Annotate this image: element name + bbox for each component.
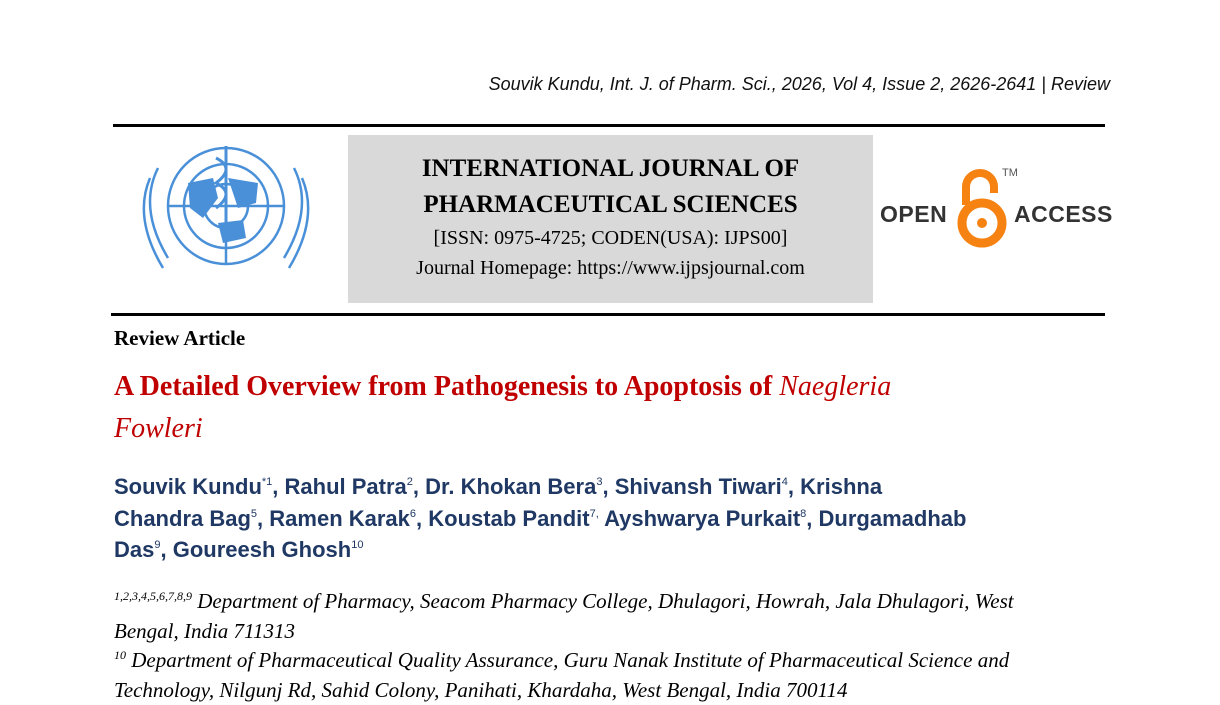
title-italic-species: Fowleri — [114, 413, 203, 444]
title-italic-genus: Naegleria — [779, 371, 892, 402]
who-emblem-logo — [128, 138, 324, 280]
running-header-citation: Souvik Kundu, Int. J. of Pharm. Sci., 2026, Vol 4, Issue 2, 2626-2641 | Review — [488, 74, 1110, 94]
author-sup: 8 — [800, 507, 807, 520]
affiliation-text: Bengal, India 711313 — [114, 618, 296, 643]
author-sup: 7, — [589, 507, 599, 520]
author: Dr. Khokan Bera — [425, 474, 597, 499]
affiliations — [114, 587, 1014, 705]
author: Ayshwarya Purkait — [604, 505, 801, 531]
author-sup: *1 — [261, 476, 273, 488]
author-sup: 2 — [406, 476, 413, 488]
author-part: Durgamadhab — [818, 505, 967, 531]
author: Rahul Patra — [284, 474, 407, 499]
author-part: Chandra Bag — [114, 505, 251, 531]
author-part: Das — [114, 537, 155, 562]
journal-homepage[interactable]: Journal Homepage: https://www.ijpsjournal.com — [416, 257, 805, 279]
journal-name-line2: PHARMACEUTICAL SCIENCES — [423, 191, 798, 218]
journal-issn: [ISSN: 0975-4725; CODEN(USA): IJPS00] — [433, 227, 788, 249]
affiliation-text: Department of Pharmaceutical Quality Assurance, Guru Nanak Institute of Pharmaceutical Science and — [126, 648, 1010, 672]
author-sup: 9 — [154, 539, 161, 551]
affiliation-sup: 10 — [114, 648, 126, 662]
article-type: Review Article — [114, 326, 246, 350]
author: Goureesh Ghosh — [172, 537, 352, 562]
author-sup: 10 — [351, 539, 364, 551]
author: Souvik Kundu — [114, 474, 262, 499]
author: Shivansh Tiwari — [614, 474, 782, 499]
open-access-logo — [880, 165, 1113, 250]
author-sup: 3 — [596, 476, 603, 488]
article-title — [114, 366, 1114, 450]
author-part: Krishna — [800, 474, 883, 499]
header-rule-top — [113, 124, 1105, 127]
author-sup: 5 — [250, 507, 258, 520]
author: Ramen Karak — [269, 505, 410, 531]
affiliation-sup: 1,2,3,4,5,6,7,8,9 — [114, 589, 192, 603]
journal-name-line1: INTERNATIONAL JOURNAL OF — [421, 155, 800, 182]
affiliation-text: Department of Pharmacy, Seacom Pharmacy College, Dhulagori, Howrah, Jala Dhulagori, West — [192, 589, 1014, 613]
author-list: Souvik Kundu$^{*1}$, Rahul Patra$^2$, Dr. Khokan Bera$^3$, Shivansh Tiwari$^4$, Krishna Chandra Bag$^5$, Ramen Karak$^6$, Koustab Pandit$^{7,}$ Ayshwarya Purkait$^8$, Durgamadhab Das$^9$, Goureesh Ghosh$^{10}$ — [114, 474, 967, 562]
journal-masthead — [348, 135, 873, 303]
affiliation-text: Technology, Nilgunj Rd, Sahid Colony, Panihati, Khardaha, West Bengal, India 700114 — [114, 677, 848, 702]
title-text: A Detailed Overview from Pathogenesis to Apoptosis of — [114, 371, 780, 402]
access-text: ACCESS — [1014, 201, 1113, 227]
trademark: TM — [1002, 167, 1018, 179]
open-text: OPEN — [880, 201, 948, 227]
author: Koustab Pandit — [428, 505, 590, 531]
author-sup: 6 — [409, 507, 417, 520]
author-sup: 4 — [781, 476, 788, 488]
header-rule-bottom — [111, 313, 1105, 316]
